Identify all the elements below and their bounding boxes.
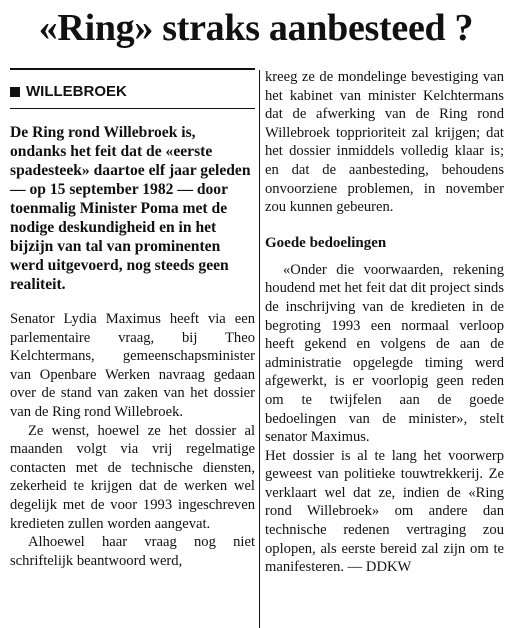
- body-paragraph: Alhoewel haar vraag nog niet schriftelijk beantwoord werd,: [10, 534, 255, 569]
- body-paragraph: «Onder die voorwaarden, rekening houdend met het feit dat dit project sinds de inschrijving van de kredieten in de begroting 1993 een normaal verloop heeft gekend en volgens de aan de administratie opgelegde timing werd afgewerkt, is er voorlopig geen reden om te twijfelen aan de goede bedoelingen van de minister», stelt senator Maximus.: [265, 261, 504, 446]
- dateline-text: WILLEBROEK: [26, 83, 127, 100]
- right-column: [265, 68, 504, 628]
- left-column: [10, 68, 255, 628]
- body-paragraph: Ze wenst, hoewel ze het dossier al maanden volgt via vrij regelmatige contacten met de technische diensten, zekerheid te krijgen dat de werken wel degelijk met de voor 1993 ingeschreven kredieten zullen worden aangevat.: [10, 422, 255, 532]
- article-columns: [10, 68, 504, 628]
- body-paragraph-continued: kreeg ze de mondelinge bevestiging van het kabinet van minister Kelchtermans dat de afwerking van de Ring rond Willebroek topprioriteit zal krijgen; dat het dossier inmiddels volledig klaar is; en dat de aanbesteding, behoudens onvoorziene problemen, in november zou kunnen gebeuren.: [265, 69, 504, 216]
- dateline-rule: [10, 108, 255, 109]
- headline: «Ring» straks aanbesteed ?: [38, 7, 474, 49]
- body-paragraph: Het dossier is al te lang het voorwerp geweest van politieke touwtrekkerij. Ze verklaart wel dat ze, indien de «Ring rond Willebroek» om andere dan technische redenen vertraging zou oplopen, als eerste bereid zal zijn om te manifesteren. — DDKW: [265, 447, 504, 576]
- square-bullet-icon: [10, 87, 20, 97]
- column-divider: [259, 70, 260, 628]
- lead-paragraph: De Ring rond Willebroek is, ondanks het feit dat de «eerste spadesteek» daartoe elf jaar geleden — op 15 september 1982 — door toenmalig Minister Poma met de nodige deskundigheid en in het bijzijn van tal van prominenten werd uitgevoerd, nog steeds geen realiteit.: [10, 124, 251, 293]
- body-paragraph: Senator Lydia Maximus heeft via een parlementaire vraag, bij Theo Kelchtermans, gemeenschapsminister van Openbare Werken navraag gedaan over de stand van zaken van het dossier van de Ring rond Willebroek.: [10, 311, 255, 420]
- subheading: Goede bedoelingen: [265, 234, 387, 251]
- dateline: [10, 70, 255, 102]
